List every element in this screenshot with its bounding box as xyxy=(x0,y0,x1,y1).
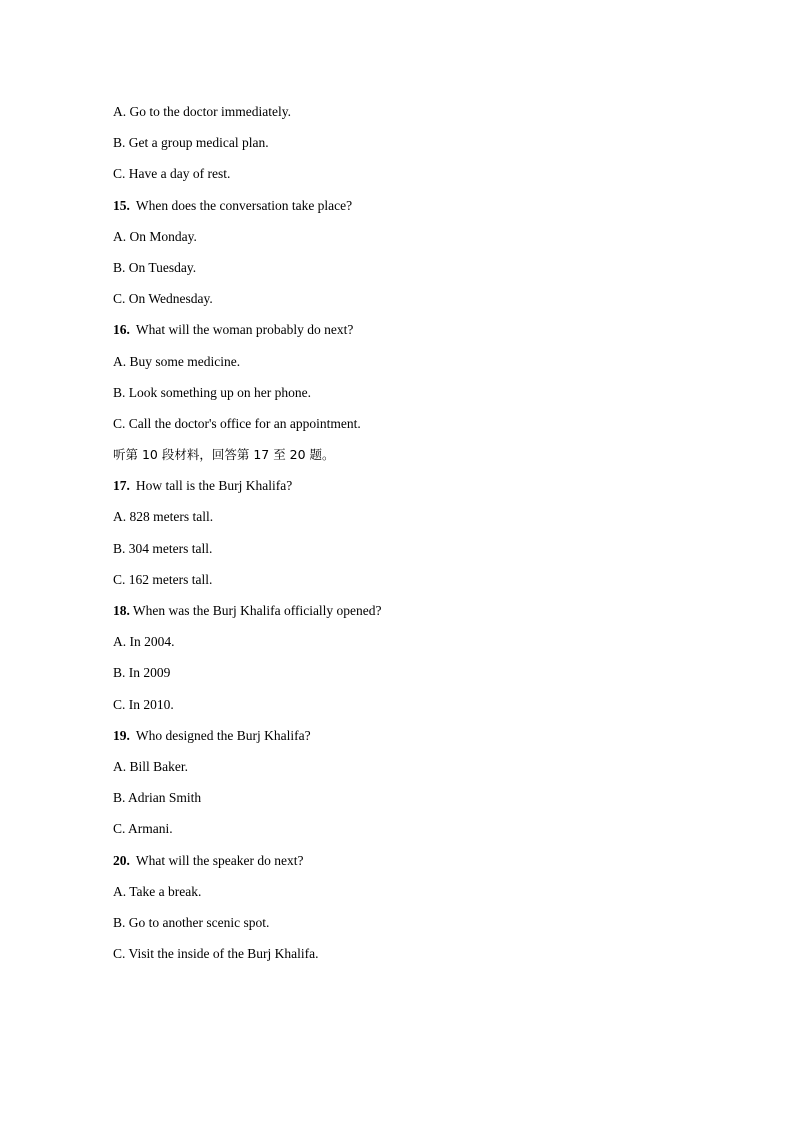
option-line: A. In 2004. xyxy=(113,634,175,650)
option-line: A. 828 meters tall. xyxy=(113,509,214,525)
question-15 xyxy=(113,195,713,226)
section-instruction: 听第 10 段材料，回答第 17 至 20 题。 xyxy=(113,447,335,463)
option-line: B. 304 meters tall. xyxy=(113,540,213,556)
question-text: What will the woman probably do next? xyxy=(135,322,354,338)
question-number: 19. xyxy=(113,727,130,743)
option-line: B. Go to another scenic spot. xyxy=(113,914,270,930)
option-line: C. Call the doctor's office for an appointment. xyxy=(113,415,361,431)
question-text: When does the conversation take place? xyxy=(135,197,353,213)
option-line: B. On Tuesday. xyxy=(113,259,197,275)
option-line: C. Visit the inside of the Burj Khalifa. xyxy=(113,946,319,962)
option-line: C. Have a day of rest. xyxy=(113,166,231,182)
option-line: A. Go to the doctor immediately. xyxy=(113,104,291,119)
option-line: A. Buy some medicine. xyxy=(113,353,241,369)
option-line: B. Adrian Smith xyxy=(113,790,202,806)
option-line: A. Take a break. xyxy=(113,883,202,899)
question-number: 20. xyxy=(113,852,130,868)
question-20 xyxy=(113,850,713,881)
option-line: B. In 2009 xyxy=(113,665,171,681)
question-number: 16. xyxy=(113,322,130,338)
question-text: How tall is the Burj Khalifa? xyxy=(135,478,293,494)
option-line: B. Look something up on her phone. xyxy=(113,384,311,400)
option-line: C. On Wednesday. xyxy=(113,291,213,307)
question-16 xyxy=(113,319,713,350)
question-text: What will the speaker do next? xyxy=(135,852,304,868)
option-line: C. In 2010. xyxy=(113,696,174,712)
option-line: A. On Monday. xyxy=(113,228,197,244)
question-number: 15. xyxy=(113,197,130,213)
question-number: 18. xyxy=(113,603,130,618)
option-line: A. Bill Baker. xyxy=(113,758,188,774)
question-17 xyxy=(113,475,713,506)
question-text: When was the Burj Khalifa officially opened? xyxy=(132,603,382,618)
question-text: Who designed the Burj Khalifa? xyxy=(135,727,311,743)
option-line: B. Get a group medical plan. xyxy=(113,135,269,151)
question-19 xyxy=(113,725,713,756)
question-18 xyxy=(113,600,713,631)
option-line: C. Armani. xyxy=(113,821,173,837)
question-number: 17. xyxy=(113,478,130,494)
option-line: C. 162 meters tall. xyxy=(113,571,213,587)
document-page xyxy=(113,101,713,974)
